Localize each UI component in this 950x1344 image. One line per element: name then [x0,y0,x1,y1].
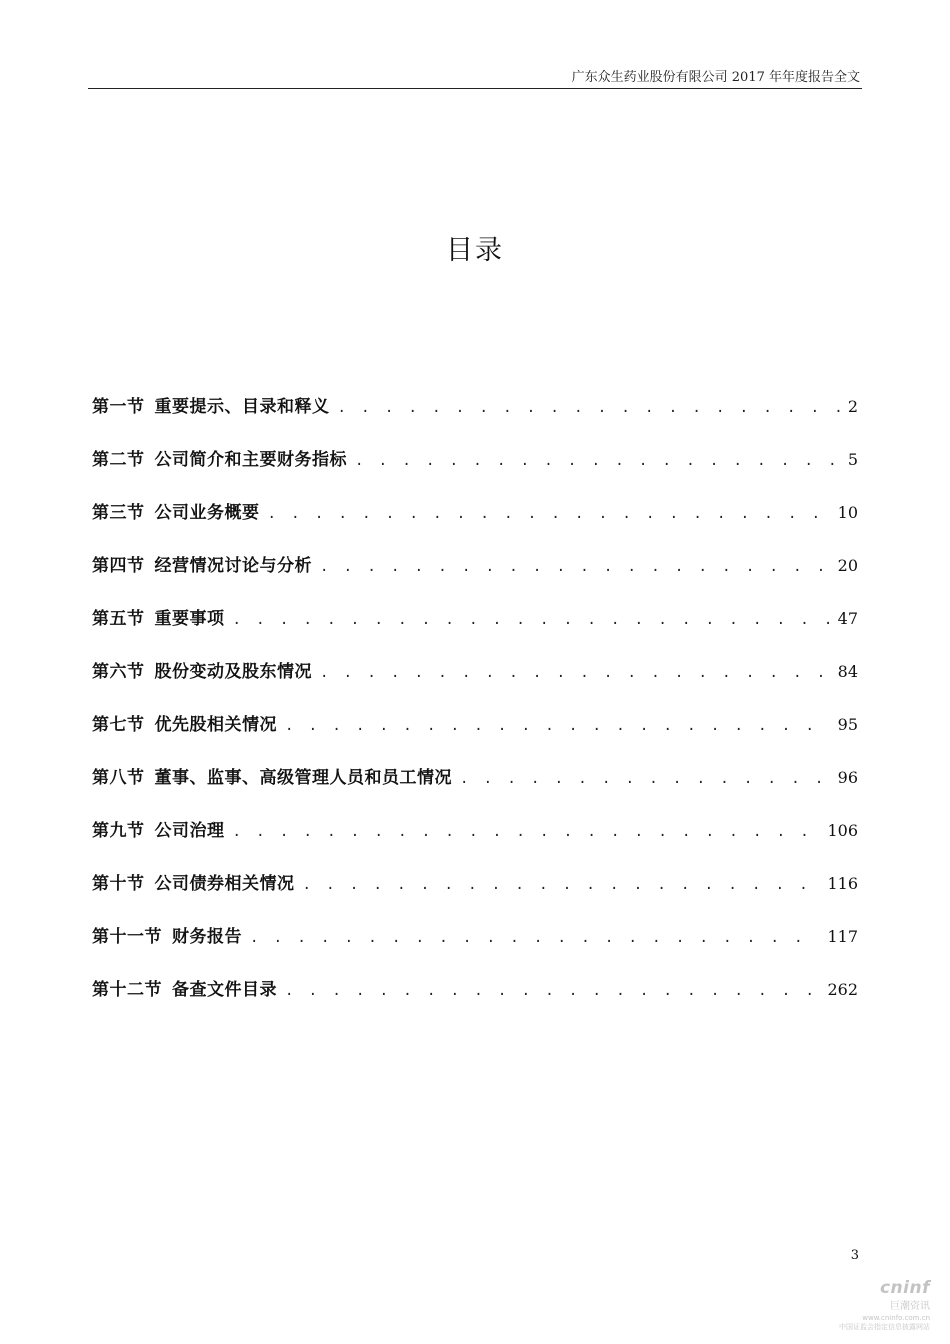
toc-section-number: 第三节 [92,503,145,523]
toc-dot-leader [320,559,830,575]
watermark-url: www.cninfo.com.cn [862,1314,930,1322]
toc-dot-leader [320,665,830,681]
toc-entry-6[interactable] [92,657,858,710]
toc-dot-leader [250,930,819,946]
toc-entry-12[interactable] [92,975,858,1028]
toc-dot-leader [285,718,830,734]
toc-section-number: 第五节 [92,609,145,629]
toc-page-number: 95 [837,715,858,734]
toc-list [92,392,858,1028]
toc-section-number: 第二节 [92,450,145,470]
toc-section-number: 第九节 [92,821,145,841]
toc-dot-leader [338,400,840,416]
toc-entry-10[interactable] [92,869,858,922]
toc-page-number: 47 [837,609,858,628]
toc-page-number: 84 [837,662,858,681]
toc-section-label: 经营情况讨论与分析 [154,556,312,576]
toc-dot-leader [233,612,830,628]
toc-entry-4[interactable] [92,551,858,604]
toc-section-label: 财务报告 [172,927,242,947]
toc-section-label: 重要提示、目录和释义 [154,397,330,417]
toc-entry-3[interactable] [92,498,858,551]
toc-entry-2[interactable] [92,445,858,498]
toc-section-number: 第十节 [92,874,145,894]
toc-section-number: 第四节 [92,556,145,576]
toc-dot-leader [303,877,820,893]
toc-page-number: 5 [847,450,858,469]
toc-section-label: 董事、监事、高级管理人员和员工情况 [154,768,452,788]
toc-section-label: 公司治理 [154,821,225,841]
toc-entry-1[interactable] [92,392,858,445]
toc-dot-leader [355,453,840,469]
toc-page-number: 262 [827,980,858,999]
toc-section-number: 第六节 [92,662,145,682]
cninfo-watermark [810,1278,930,1338]
toc-section-number: 第十二节 [92,980,162,1000]
toc-section-label: 重要事项 [154,609,225,629]
toc-page-number: 117 [827,927,858,946]
toc-section-number: 第一节 [92,397,145,417]
watermark-name: 巨潮资讯 [890,1301,930,1312]
toc-dot-leader [460,771,830,787]
watermark-org: 中国证监会指定信息披露网站 [839,1323,930,1331]
toc-entry-7[interactable] [92,710,858,763]
toc-section-label: 公司债券相关情况 [154,874,295,894]
toc-entry-5[interactable] [92,604,858,657]
toc-entry-8[interactable] [92,763,858,816]
toc-entry-9[interactable] [92,816,858,869]
page-number: 3 [850,1248,859,1263]
toc-entry-11[interactable] [92,922,858,975]
toc-page-number: 10 [837,503,858,522]
watermark-brand: cninf [879,1278,930,1298]
toc-page-number: 96 [837,768,858,787]
toc-section-number: 第八节 [92,768,145,788]
toc-page-number: 2 [847,397,858,416]
toc-section-number: 第十一节 [92,927,162,947]
toc-section-label: 公司简介和主要财务指标 [154,450,347,470]
toc-section-label: 优先股相关情况 [154,715,277,735]
toc-section-number: 第七节 [92,715,145,735]
toc-title: 目录 [446,235,504,266]
toc-dot-leader [285,983,819,999]
toc-section-label: 公司业务概要 [154,503,260,523]
toc-page-number: 106 [827,821,858,840]
toc-section-label: 股份变动及股东情况 [154,662,312,682]
toc-page-number: 20 [837,556,858,575]
header-divider [88,88,862,89]
toc-section-label: 备查文件目录 [172,980,277,1000]
toc-page-number: 116 [827,874,858,893]
toc-dot-leader [233,824,820,840]
toc-dot-leader [268,506,830,522]
report-header-title: 广东众生药业股份有限公司 2017 年年度报告全文 [571,70,860,85]
